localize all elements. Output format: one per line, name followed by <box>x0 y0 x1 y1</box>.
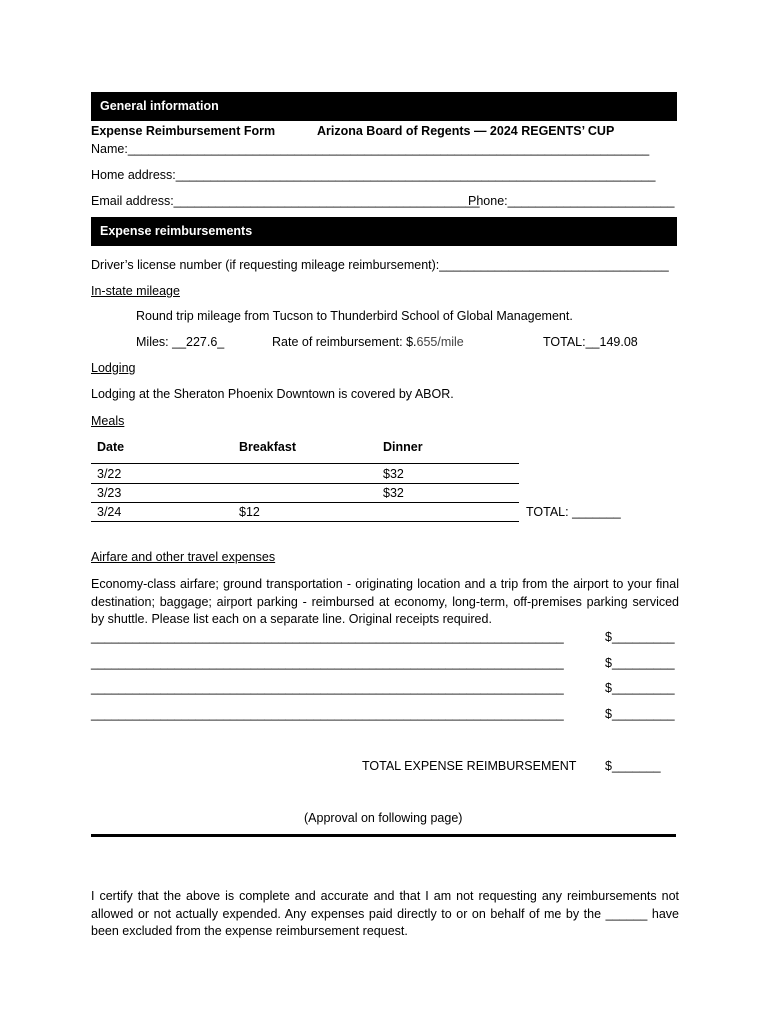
airfare-line-1[interactable]: ____________________________________________________________________ <box>91 630 564 644</box>
mileage-total: TOTAL:__149.08 <box>543 335 638 349</box>
expense-reimbursements-header: Expense reimbursements <box>91 217 677 246</box>
airfare-heading: Airfare and other travel expenses <box>91 550 276 564</box>
airfare-line-3[interactable]: ____________________________________________________________________ <box>91 681 564 695</box>
approval-note: (Approval on following page) <box>304 811 463 825</box>
total-expense-label: TOTAL EXPENSE REIMBURSEMENT <box>362 759 577 773</box>
drivers-license-field[interactable]: Driver’s license number (if requesting mileage reimbursement):_________________________________ <box>91 258 669 272</box>
general-information-header: General information <box>91 92 677 121</box>
airfare-amount-4[interactable]: $_________ <box>605 707 675 721</box>
rate-of-reimbursement <box>272 335 464 349</box>
meals-row-divider <box>91 463 519 464</box>
mileage-description: Round trip mileage from Tucson to Thunderbird School of Global Management. <box>136 309 573 323</box>
meals-heading: Meals <box>91 414 125 428</box>
form-title: Expense Reimbursement Form <box>91 124 276 138</box>
meals-row-1-dinner[interactable]: $32 <box>383 467 404 481</box>
airfare-amount-3[interactable]: $_________ <box>605 681 675 695</box>
meals-row-2-dinner[interactable]: $32 <box>383 486 404 500</box>
airfare-line-2[interactable]: ____________________________________________________________________ <box>91 656 564 670</box>
rate-label: Rate of reimbursement: $. <box>272 335 417 349</box>
certification-text: I certify that the above is complete and accurate and that I am not requesting any reimbursements not allowed or not actually expended. Any expenses paid directly to or on behalf of me by the ______ have been excluded from the expense reimbursement request. <box>91 889 679 938</box>
meals-row-3-breakfast[interactable]: $12 <box>239 505 260 519</box>
lodging-text: Lodging at the Sheraton Phoenix Downtown is covered by ABOR. <box>91 387 454 401</box>
meals-row-3-date: 3/24 <box>97 505 122 519</box>
meals-row-divider <box>91 483 519 484</box>
meals-col-date: Date <box>97 440 125 454</box>
name-field[interactable]: Name:___________________________________________________________________________ <box>91 142 650 156</box>
meals-col-breakfast: Breakfast <box>239 440 296 454</box>
org-title: Arizona Board of Regents — 2024 REGENTS’ CUP <box>317 124 615 138</box>
phone-field[interactable]: Phone:________________________ <box>468 194 675 208</box>
airfare-description: Economy-class airfare; ground transportation - originating location and a trip from the airport to your final destination; baggage; airport parking - reimbursed at economy, long-term, off-premises parking serviced by shuttle. Please list each on a separate line. Original receipts required. <box>91 577 679 626</box>
meals-col-dinner: Dinner <box>383 440 423 454</box>
email-address-field[interactable]: Email address:____________________________________________ <box>91 194 480 208</box>
meals-row-1-date: 3/22 <box>97 467 122 481</box>
airfare-line-4[interactable]: ____________________________________________________________________ <box>91 707 564 721</box>
meals-row-divider <box>91 502 519 503</box>
meals-total[interactable]: TOTAL: _______ <box>526 505 621 519</box>
lodging-heading: Lodging <box>91 361 136 375</box>
miles-value: Miles: __227.6_ <box>136 335 225 349</box>
home-address-field[interactable]: Home address:_____________________________________________________________________ <box>91 168 656 182</box>
rate-value: 655/mile <box>416 335 464 349</box>
total-expense-value[interactable]: $_______ <box>605 759 661 773</box>
mileage-heading: In-state mileage <box>91 284 180 298</box>
airfare-amount-1[interactable]: $_________ <box>605 630 675 644</box>
meals-row-2-date: 3/23 <box>97 486 122 500</box>
airfare-amount-2[interactable]: $_________ <box>605 656 675 670</box>
section-divider <box>91 834 676 837</box>
meals-row-divider <box>91 521 519 522</box>
